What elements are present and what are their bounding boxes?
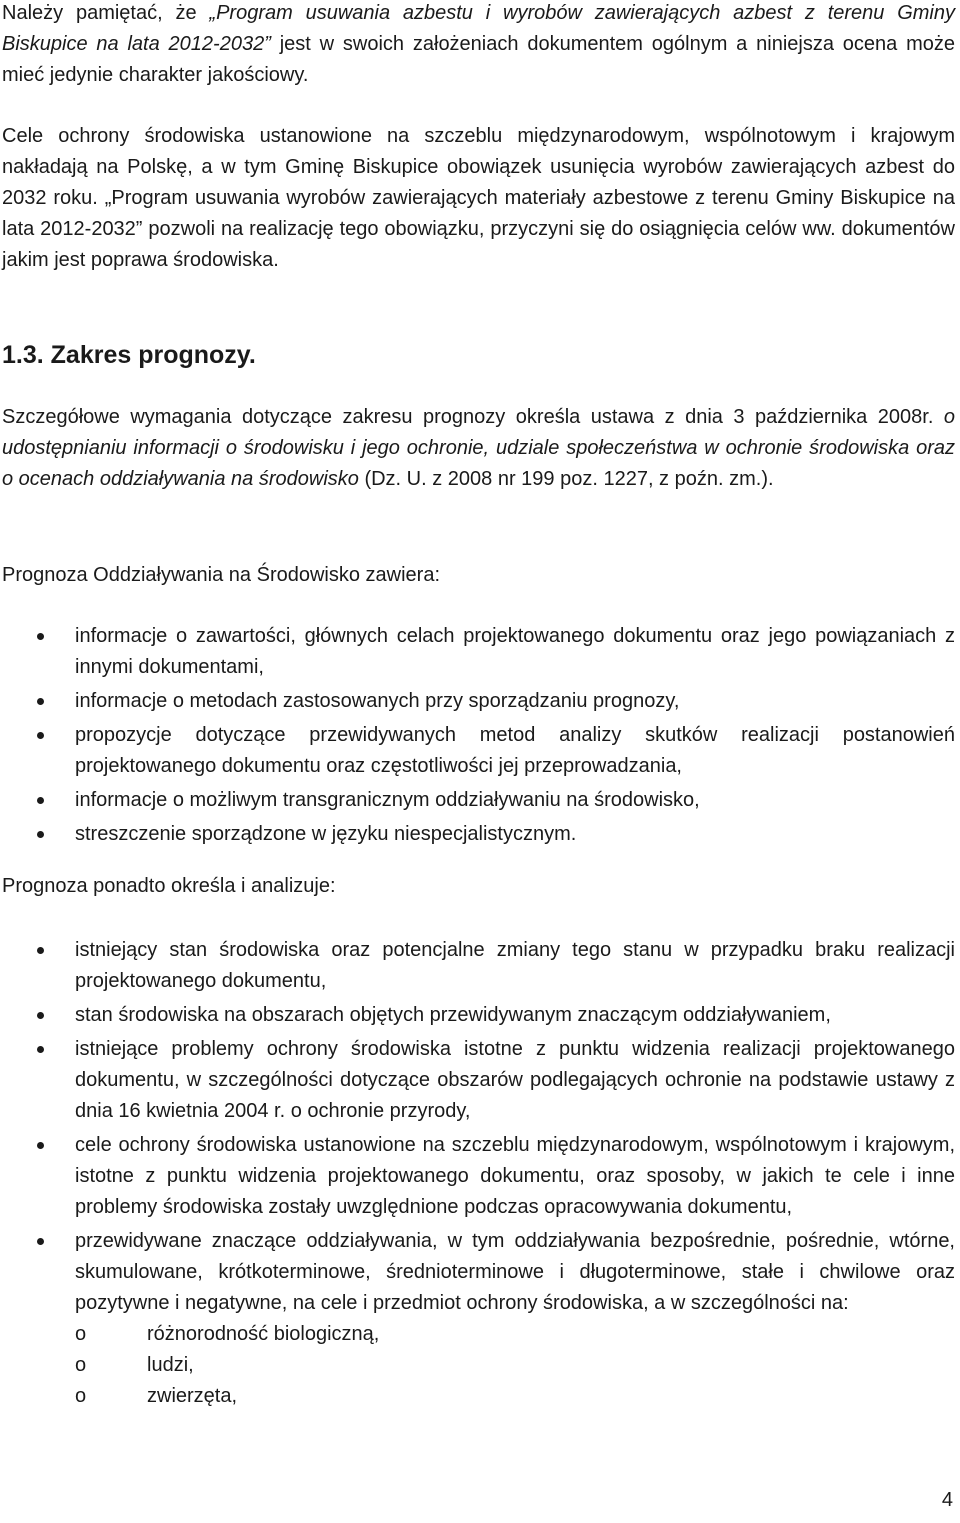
list-item: istniejący stan środowiska oraz potencjalne zmiany tego stanu w przypadku braku realizacji projektowanego dokumentu, xyxy=(0,935,955,997)
bullet-icon xyxy=(37,947,44,954)
impact-targets-sublist xyxy=(75,1319,955,1412)
section-heading: 1.3. Zakres prognozy. xyxy=(2,341,256,369)
act-title-italic: o udostępnianiu informacji o środowisku i jego ochronie, udziale społeczeństwa w ochronie środowiska oraz o ocenach oddziaływania na środowisko xyxy=(2,406,955,490)
circle-marker-icon: o xyxy=(75,1354,87,1376)
bullet-icon xyxy=(37,633,44,640)
circle-marker-icon: o xyxy=(75,1385,87,1407)
list-item: stan środowiska na obszarach objętych przewidywanym znaczącym oddziaływaniem, xyxy=(0,1000,955,1031)
forecast-contents-list xyxy=(0,621,955,853)
sublist-item: o różnorodność biologiczną, xyxy=(75,1319,955,1350)
forecast-analyzes-paragraph: Prognoza ponadto określa i analizuje: xyxy=(2,875,336,897)
program-title-italic: „Program usuwania azbestu i wyrobów zawierających azbest z terenu Gminy Biskupice na lata 2012-2032” xyxy=(2,2,955,55)
bullet-icon xyxy=(37,732,44,739)
requirements-paragraph: Szczegółowe wymagania dotyczące zakresu prognozy określa ustawa z dnia 3 października 2008r. o udostępnianiu informacji o środowisku i jego ochronie, udziale społeczeństwa w ochronie środowiska oraz o ocenach oddziaływania na środowisko (Dz. U. z 2008 nr 199 poz. 1227, z poźn. zm.). xyxy=(2,406,955,490)
list-item: przewidywane znaczące oddziaływania, w tym oddziaływania bezpośrednie, pośrednie, wtórne, skumulowane, krótkoterminowe, średnioterminowe i długoterminowe, stałe i chwilowe oraz pozytywne i negatywne, na cele i przedmiot ochrony środowiska, a w szczególności na: o różnorodność biologiczną, o ludzi, o zwierzęta, xyxy=(0,1226,955,1412)
list-item: istniejące problemy ochrony środowiska istotne z punktu widzenia realizacji projektowanego dokumentu, w szczególności dotyczące obszarów podlegających ochronie na podstawie ustawy z dnia 16 kwietnia 2004 r. o ochronie przyrody, xyxy=(0,1034,955,1127)
bullet-icon xyxy=(37,797,44,804)
bullet-icon xyxy=(37,1142,44,1149)
forecast-analysis-list xyxy=(0,935,955,1415)
list-item: propozycje dotyczące przewidywanych metod analizy skutków realizacji postanowień projektowanego dokumentu oraz częstotliwości jej przeprowadzania, xyxy=(0,720,955,782)
intro-paragraph: Należy pamiętać, że „Program usuwania azbestu i wyrobów zawierających azbest z terenu Gminy Biskupice na lata 2012-2032” jest w swoich założeniach dokumentem ogólnym a niniejsza ocena może mieć jedynie charakter jakościowy. xyxy=(2,2,956,86)
bullet-icon xyxy=(37,1238,44,1245)
bullet-icon xyxy=(37,698,44,705)
circle-marker-icon: o xyxy=(75,1323,87,1345)
list-item: informacje o metodach zastosowanych przy sporządzaniu prognozy, xyxy=(0,686,955,717)
sublist-item: o ludzi, xyxy=(75,1350,955,1381)
list-item: streszczenie sporządzone w języku niespecjalistycznym. xyxy=(0,819,955,850)
bullet-icon xyxy=(37,1012,44,1019)
list-item: informacje o możliwym transgranicznym oddziaływaniu na środowisko, xyxy=(0,785,955,816)
list-item: cele ochrony środowiska ustanowione na szczeblu międzynarodowym, wspólnotowym i krajowym, istotne z punktu widzenia projektowanego dokumentu, oraz sposoby, w jakich te cele i inne problemy środowiska zostały uwzględnione podczas opracowywania dokumentu, xyxy=(0,1130,955,1223)
page-number: 4 xyxy=(941,1489,953,1511)
bullet-icon xyxy=(37,1046,44,1053)
bullet-icon xyxy=(37,831,44,838)
forecast-contains-paragraph: Prognoza Oddziaływania na Środowisko zawiera: xyxy=(2,564,441,586)
sublist-item: o zwierzęta, xyxy=(75,1381,955,1412)
environmental-goals-paragraph: Cele ochrony środowiska ustanowione na szczeblu międzynarodowym, wspólnotowym i krajowym nakładają na Polskę, a w tym Gminę Biskupice obowiązek usunięcia wyrobów zawierających azbest do 2032 roku. „Program usuwania wyrobów zawierających materiały azbestowe z terenu Gminy Biskupice na lata 2012-2032” pozwoli na realizację tego obowiązku, przyczyni się do osiągnięcia celów ww. dokumentów jakim jest poprawa środowiska. xyxy=(2,125,955,271)
list-item: informacje o zawartości, głównych celach projektowanego dokumentu oraz jego powiązaniach z innymi dokumentami, xyxy=(0,621,955,683)
